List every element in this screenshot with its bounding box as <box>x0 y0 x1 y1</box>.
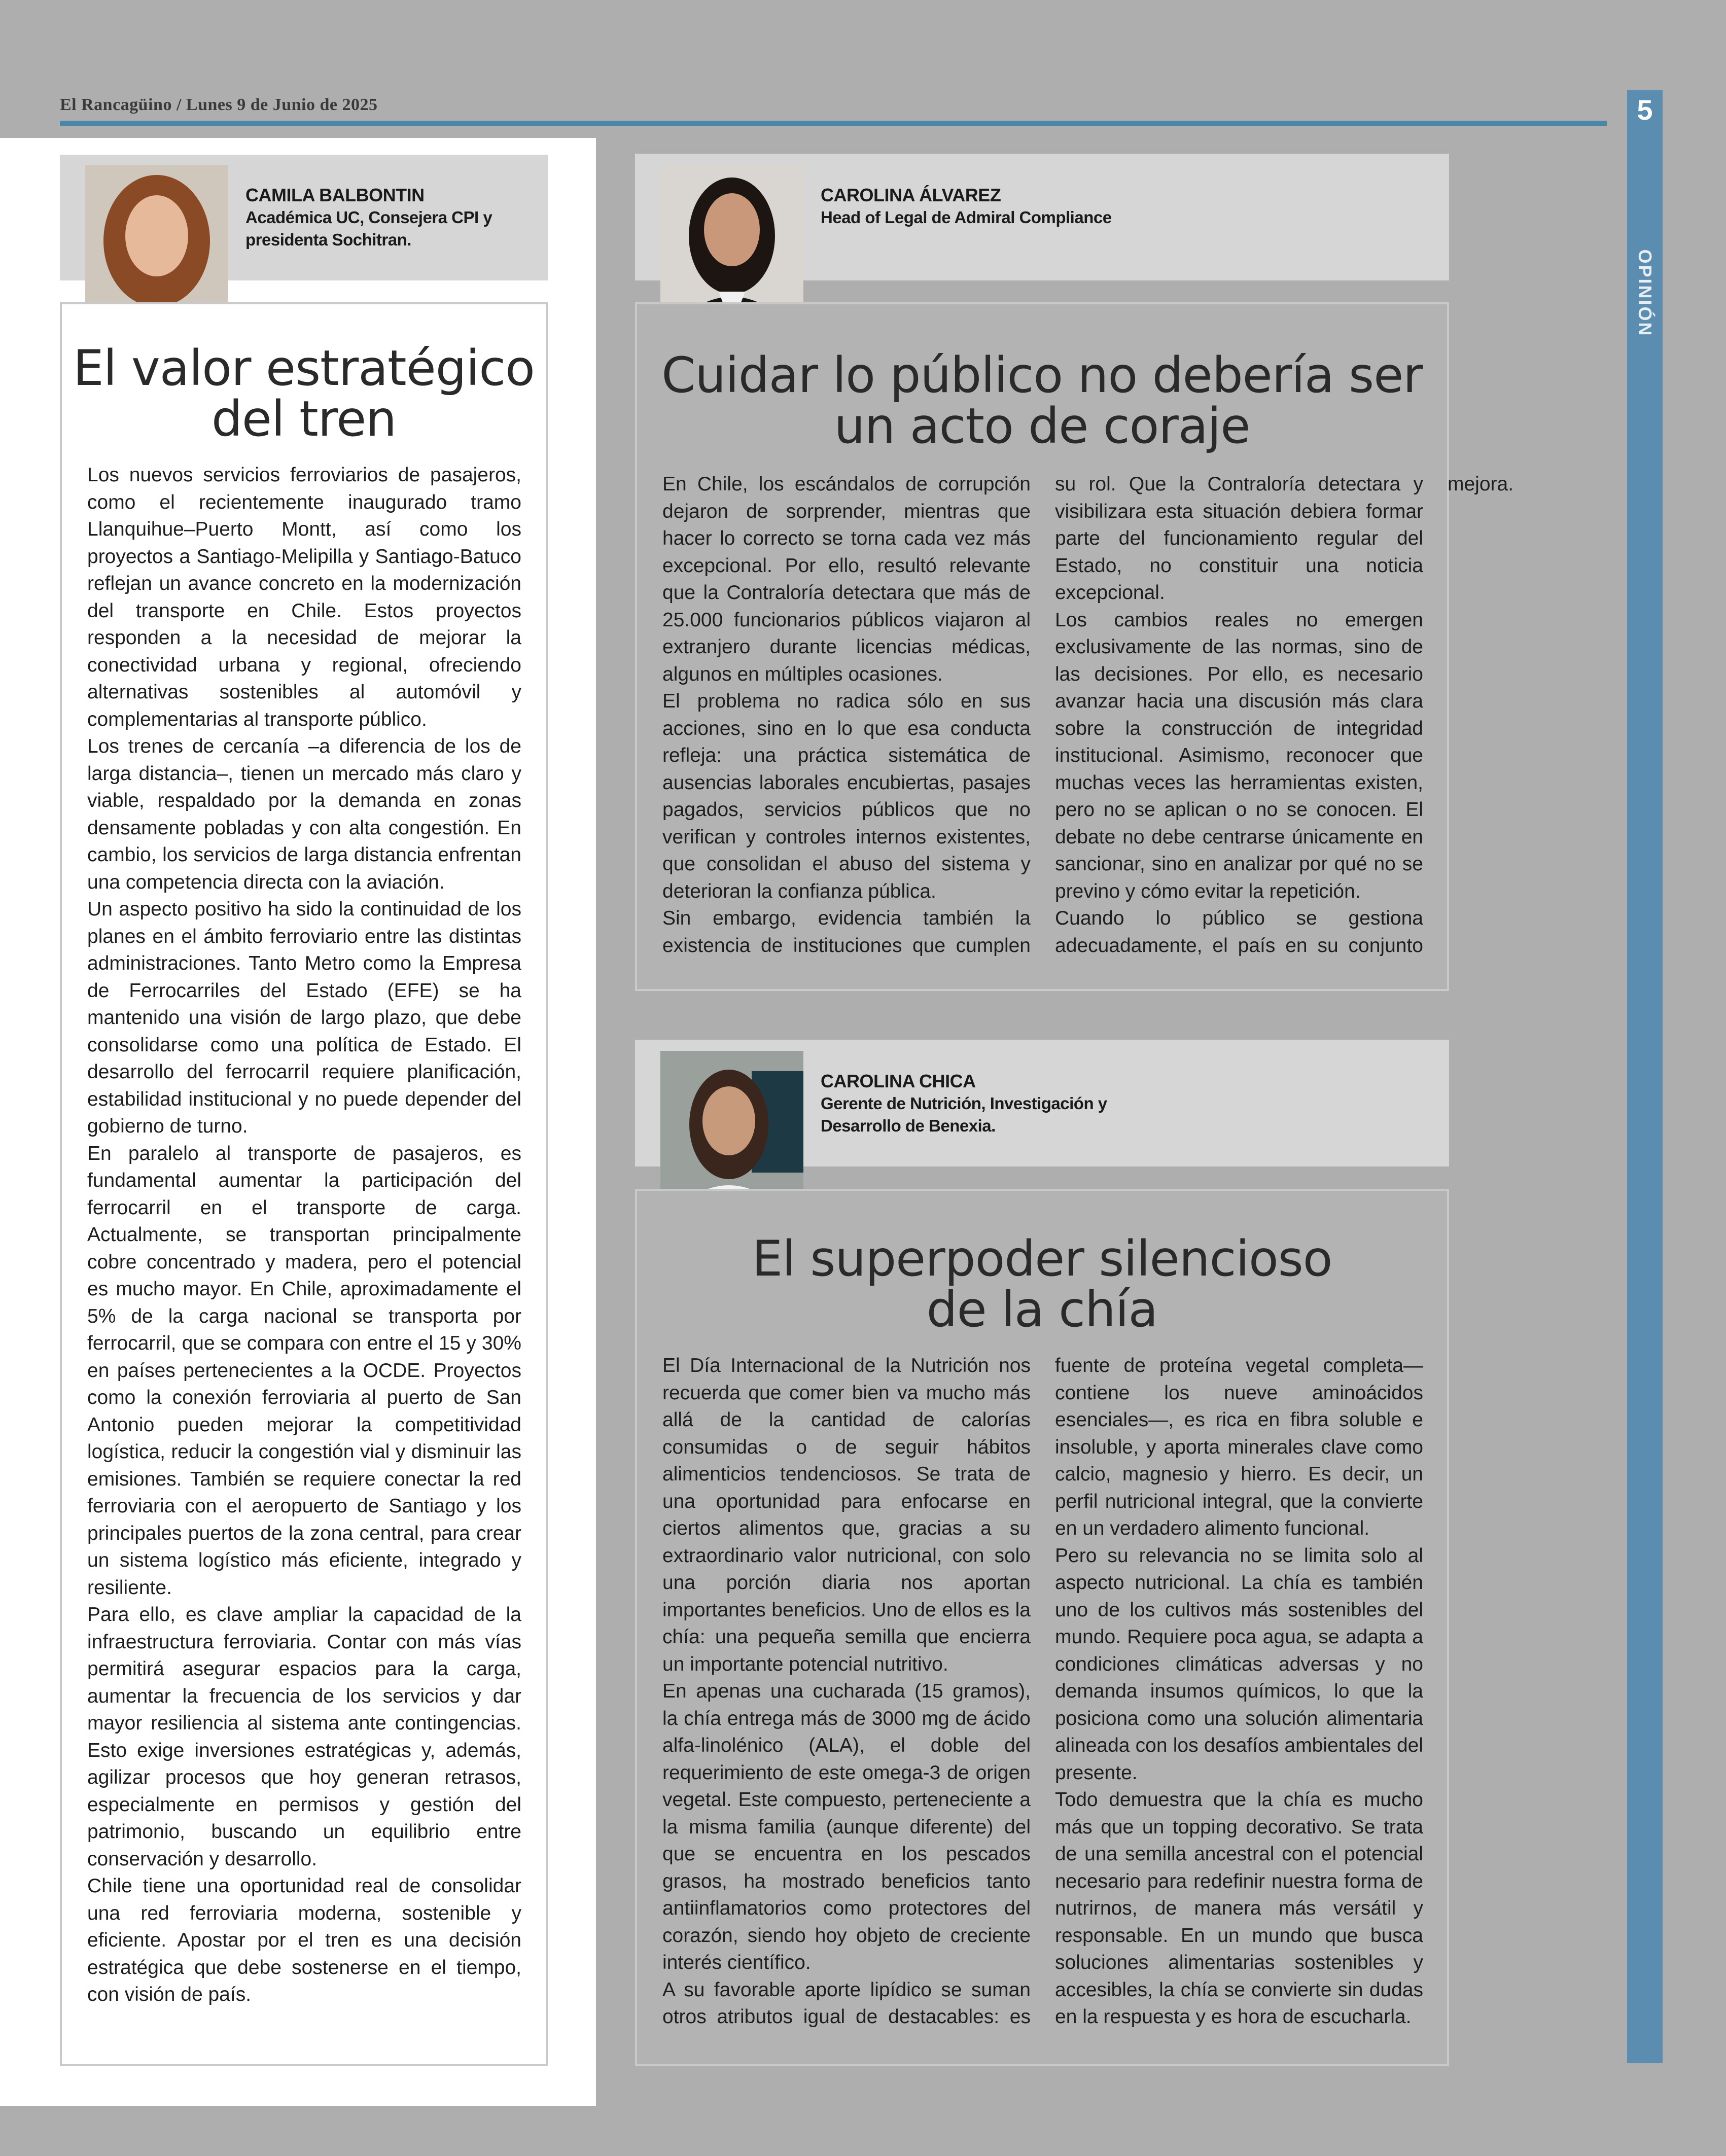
paragraph: En Chile, los escándalos de corrupción dejaron de sorprender, mientras que hacer lo correcto se torna cada vez más excepcional. Por ello, resultó relevante que la Contraloría detectara que más de 25.000 funcionarios públicos viajaron al extranjero durante licencias médicas, algunos en múltiples ocasiones. <box>662 473 1031 685</box>
paragraph: Sin embargo, evidencia también la existencia de instituciones que cumplen su rol. Que la Contraloría detectara y visibilizara esta situación debiera formar parte del funcionamiento regular del Estado, no constituir una noticia excepcional. <box>662 473 1423 957</box>
article-title <box>62 340 546 447</box>
article-title <box>637 1230 1447 1338</box>
paragraph: El Día Internacional de la Nutrición nos recuerda que comer bien va mucho más allá de la cantidad de calorías consumidas o de seguir hábitos alimenticios tendenciosos. Se trata de una oportunidad para enfocarse en ciertos alimentos que, gracias a su extraordinario valor nutricional, con solo una porción diaria nos aportan importantes beneficios. Uno de ellos es la chía: una pequeña semilla que encierra un importante potencial nutritivo. <box>662 1355 1031 1675</box>
paragraph: Los trenes de cercanía –a diferencia de los de larga distancia–, tienen un mercado más claro y viable, respaldado por la demanda en zonas densamente pobladas y con alta congestión. En cambio, los servicios de larga distancia enfrentan una competencia directa con la aviación. <box>87 735 521 893</box>
author-name: CAROLINA CHICA <box>821 1071 976 1091</box>
paragraph: Los nuevos servicios ferroviarios de pasajeros, como el recientemente inaugurado tramo Llanquihue–Puerto Montt, así como los proyectos a Santiago-Melipilla y Santiago-Batuco reflejan un avance concreto en la modernización del transporte en Chile. Estos proyectos responden a la necesidad de mejorar la conectividad urbana y regional, ofreciendo alternativas sostenibles al automóvil y complementarias al transporte público. <box>87 464 521 730</box>
title-line-2: un acto de coraje <box>834 398 1250 454</box>
author-role-line-1: Head of Legal de Admiral Compliance <box>821 208 1112 227</box>
author-role-line-1: Gerente de Nutrición, Investigación y <box>821 1094 1107 1113</box>
section-label-wrap <box>1632 242 1658 344</box>
paragraph: Para ello, es clave ampliar la capacidad de la infraestructura ferroviaria. Contar con más vías permitirá asegurar espacios para la carga, aumentar la frecuencia de los servicios y dar mayor resiliencia al sistema ante contingencias. Esto exige inversiones estratégicas y, además, agilizar procesos que hoy generan retrasos, especialmente en permisos y gestión del patrimonio, buscando un equilibrio entre conservación y desarrollo. <box>87 1604 521 1870</box>
article-box <box>635 1189 1449 2066</box>
page-number: 5 <box>1637 94 1653 126</box>
paragraph: Los cambios reales no emergen exclusivamente de las normas, sino de las decisiones. Por ello, es necesario avanzar hacia una discusión más clara sobre la construcción de integridad institucional. Asimismo, reconocer que muchas veces las herramientas existen, pero no se aplican o no se conocen. El debate no debe centrarse únicamente en sancionar, sino en analizar por qué no se previno y cómo evitar la repetición. <box>1055 609 1423 902</box>
author-name: CAMILA BALBONTIN <box>245 185 425 205</box>
article-body <box>87 462 521 2008</box>
article-body <box>662 1352 1423 2047</box>
title-line-2: del tren <box>211 391 397 447</box>
paragraph: En paralelo al transporte de pasajeros, es fundamental aumentar la participación del ferrocarril en el transporte de carga. Actualmente, se transportan principalmente cobre concentrado y madera, pero el potencial es mucho mayor. En Chile, aproximadamente el 5% de la carga nacional se transporta por ferrocarril, que se compara con entre el 15 y 30% en países pertenecientes a la OCDE. Proyectos como la conexión ferroviaria al puerto de San Antonio pueden mejorar la competitividad logística, reducir la congestión vial y disminuir las emisiones. También se requiere conectar la red ferroviaria con el aeropuerto de Santiago y los principales puertos de la zona central, para crear un sistema logístico más eficiente, integrado y resiliente. <box>87 1142 521 1599</box>
article-box <box>635 302 1514 991</box>
author-role-line-1: Académica UC, Consejera CPI y <box>245 208 492 227</box>
title-line-1: El superpoder silencioso <box>752 1230 1332 1287</box>
title-line-1: El valor estratégico <box>73 340 535 397</box>
section-label: OPINIÓN <box>1635 249 1655 337</box>
section-sidebar <box>1627 90 1663 2063</box>
masthead: El Rancagüino / Lunes 9 de Junio de 2025 <box>60 95 378 114</box>
paragraph: Pero su relevancia no se limita solo al aspecto nutricional. La chía es también uno de los cultivos más sostenibles del mundo. Requiere poca agua, se adapta a condiciones climáticas adversas y no demanda insumos químicos, lo que la posiciona como una solución alimentaria alineada con los desafíos ambientales del presente. <box>1055 1544 1423 1784</box>
paragraph: A su favorable aporte lipídico se suman otros atributos igual de destacables: es fuente de proteína vegetal completa—contiene los nueve aminoácidos esenciales—, es rica en fibra soluble e insoluble, y aporta minerales clave como calcio, magnesio y hierro. Es decir, un perfil nutricional integral, que la convierte en un verdadero alimento funcional. <box>662 1355 1423 2028</box>
paragraph: Todo demuestra que la chía es mucho más que un topping decorativo. Se trata de una semilla ancestral con el potencial necesario para redefinir nuestra forma de nutrirnos, de manera más versátil y responsable. En un mundo que busca soluciones alimentarias sostenibles y accesibles, la chía se convierte sin dudas en la respuesta y es hora de escucharla. <box>1055 1789 1423 2028</box>
paragraph: En apenas una cucharada (15 gramos), la chía entrega más de 3000 mg de ácido alfa-linolénico (ALA), el doble del requerimiento de este omega-3 de origen vegetal. Este compuesto, perteneciente a la misma familia (aunque diferente) del que se encuentra en los pescados grasos, ha mostrado beneficios tanto antiinflamatorios como protectores del corazón, siendo hoy objeto de creciente interés científico. <box>662 1680 1031 1973</box>
paragraph: El problema no radica sólo en sus acciones, sino en lo que esa conducta refleja: una práctica sistemática de ausencias laborales encubiertas, pasajes pagados, servicios públicos que no verifican y controles internos existentes, que consolidan el abuso del sistema y deterioran la confianza pública. <box>662 690 1031 902</box>
article-box <box>60 302 548 2066</box>
author-role-line-2: Desarrollo de Benexia. <box>821 1116 996 1135</box>
author-role-line-2: presidenta Sochitran. <box>245 230 411 249</box>
author-name: CAROLINA ÁLVAREZ <box>821 185 1001 205</box>
article-title <box>637 347 1447 454</box>
paragraph: Chile tiene una oportunidad real de consolidar una red ferroviaria moderna, sostenible y eficiente. Apostar por el tren es una decisión estratégica que debe sostenerse en el tiempo, con visión de país. <box>87 1875 521 2005</box>
article-body <box>662 471 1514 966</box>
header-rule <box>60 121 1607 126</box>
title-line-2: de la chía <box>926 1281 1158 1338</box>
paragraph: Un aspecto positivo ha sido la continuidad de los planes en el ámbito ferroviario entre las distintas administraciones. Tanto Metro como la Empresa de Ferrocarriles del Estado (EFE) se ha mantenido una visión de largo plazo, que debe consolidarse como una política de Estado. El desarrollo del ferrocarril requiere planificación, estabilidad institucional y no puede depender del gobierno de turno. <box>87 898 521 1137</box>
paragraph: Cuando lo público se gestiona adecuadamente, el país en su conjunto mejora. <box>1055 473 1514 957</box>
title-line-1: Cuidar lo público no debería ser <box>661 347 1423 404</box>
